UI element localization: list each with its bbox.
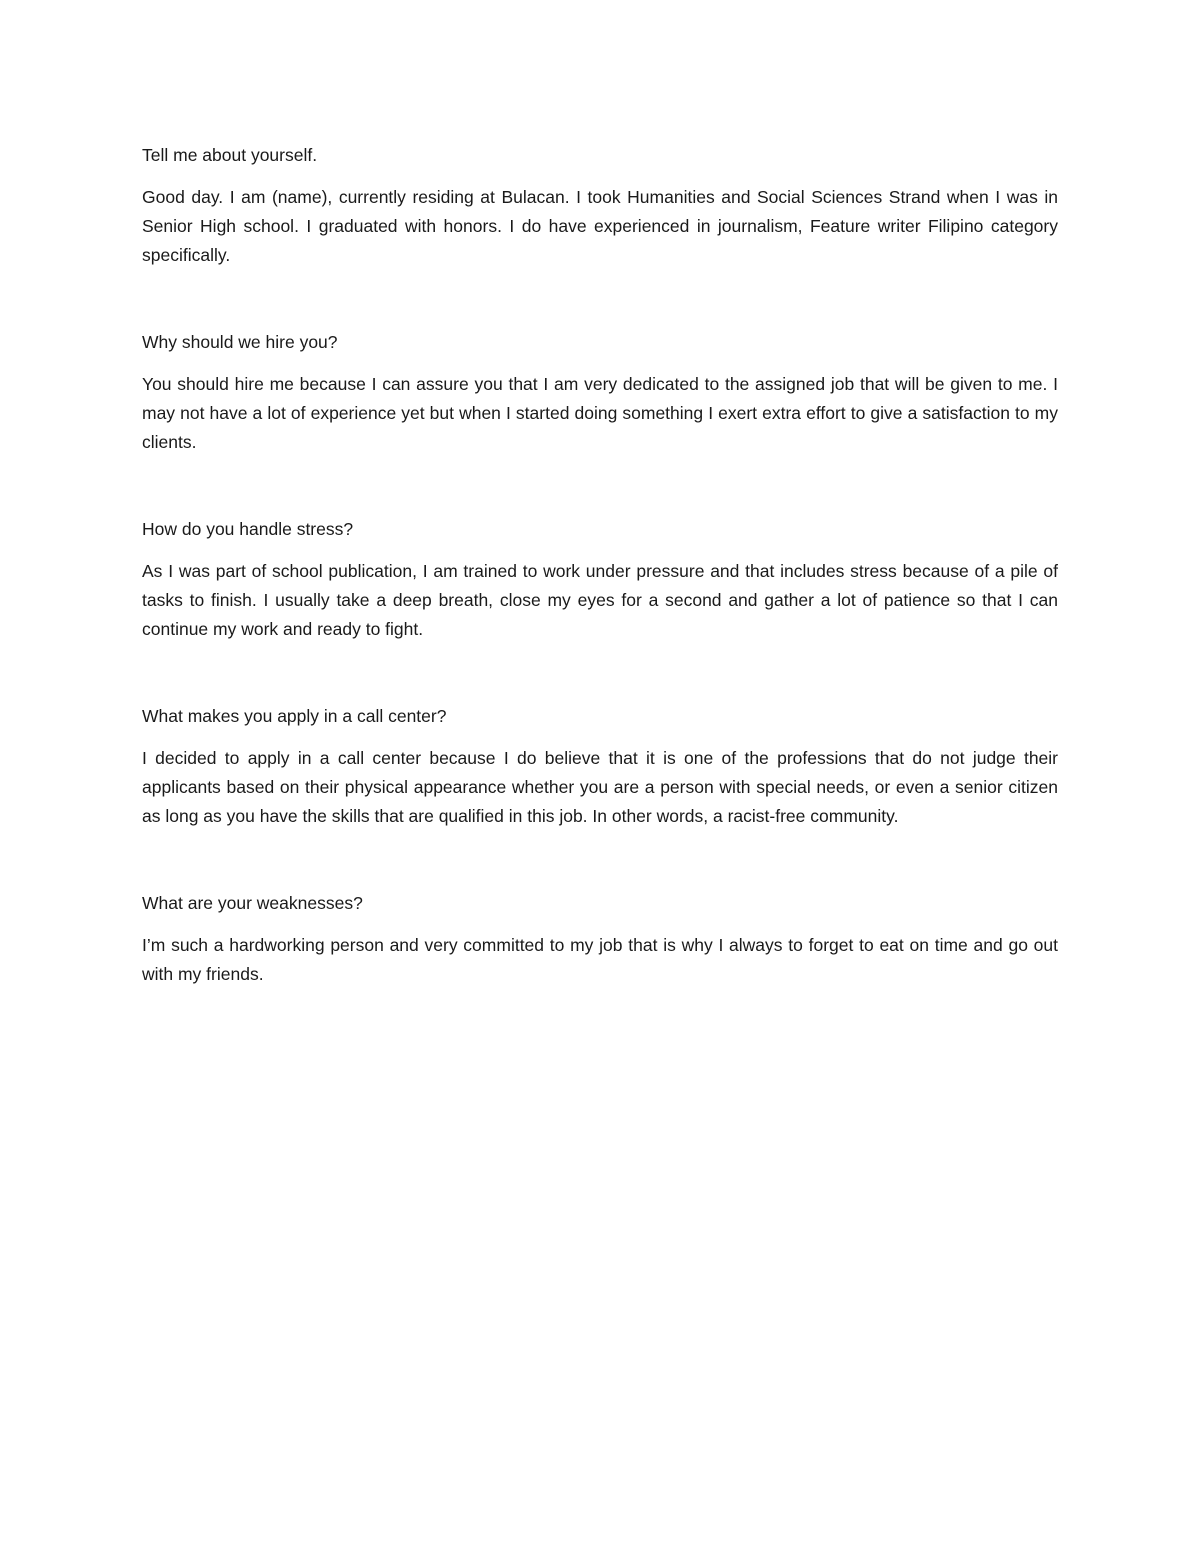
question-heading: What are your weaknesses? bbox=[142, 893, 363, 913]
question-heading: What makes you apply in a call center? bbox=[142, 706, 447, 726]
answer-paragraph: I decided to apply in a call center because I do believe that it is one of the professions that do not judge their applicants based on their physical appearance whether you are a person with special needs, or even a senior citizen as long as you have the skills that are qualified in this job. In other words, a racist-free community. bbox=[142, 748, 1058, 826]
answer-paragraph: I’m such a hardworking person and very committed to my job that is why I always to forget to eat on time and go out with my friends. bbox=[142, 935, 1058, 984]
qa-section-tell-me-about-yourself bbox=[142, 141, 1058, 270]
qa-section-weaknesses bbox=[142, 889, 1058, 989]
answer-paragraph: As I was part of school publication, I am trained to work under pressure and that includes stress because of a pile of tasks to finish. I usually take a deep breath, close my eyes for a second and gather a lot of patience so that I can continue my work and ready to fight. bbox=[142, 561, 1058, 639]
question-heading: Why should we hire you? bbox=[142, 332, 338, 352]
document-body bbox=[142, 141, 1058, 989]
qa-section-why-hire-you bbox=[142, 328, 1058, 457]
qa-section-handle-stress bbox=[142, 515, 1058, 644]
answer-paragraph: You should hire me because I can assure you that I am very dedicated to the assigned job that will be given to me. I may not have a lot of experience yet but when I started doing something I exert extra effort to give a satisfaction to my clients. bbox=[142, 374, 1058, 452]
question-heading: Tell me about yourself. bbox=[142, 145, 318, 165]
answer-paragraph: Good day. I am (name), currently residing at Bulacan. I took Humanities and Social Sciences Strand when I was in Senior High school. I graduated with honors. I do have experienced in journalism, Feature writer Filipino category specifically. bbox=[142, 187, 1058, 265]
question-heading: How do you handle stress? bbox=[142, 519, 354, 539]
qa-section-call-center bbox=[142, 702, 1058, 831]
